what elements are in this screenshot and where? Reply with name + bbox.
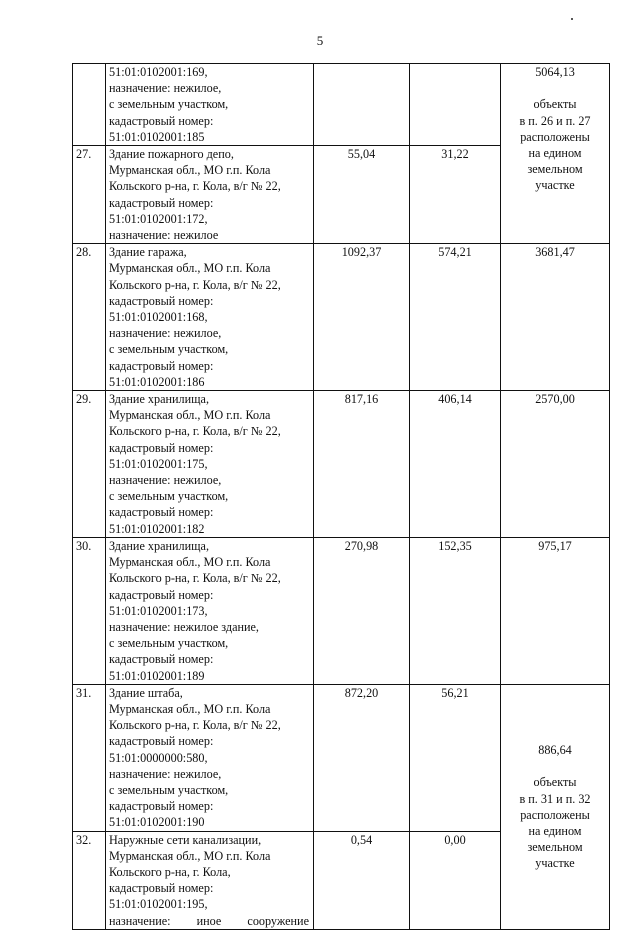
building-area: 55,04: [314, 146, 410, 244]
row-number: 28.: [73, 244, 106, 391]
land-area-merged: 886,64 объекты в п. 31 и п. 32 расположены на едином земельном участке: [501, 684, 610, 929]
row-number: 29.: [73, 391, 106, 538]
object-description: Здание хранилища, Мурманская обл., МО г.п. Кола Кольского р-на, г. Кола, в/г № 22, кадастровый номер: 51:01:0102001:173, назначение: нежилое здание, с земельным участком, кадастровый номер: 51:01:0102001:189: [106, 537, 314, 684]
other-area: 31,22: [410, 146, 501, 244]
property-table: [72, 63, 610, 930]
other-area: 0,00: [410, 831, 501, 929]
table-row: [73, 391, 610, 538]
object-description: Здание штаба, Мурманская обл., МО г.п. Кола Кольского р-на, г. Кола, в/г № 22, кадастровый номер: 51:01:0000000:580, назначение: нежилое, с земельным участком, кадастровый номер: 51:01:0102001:190: [106, 684, 314, 831]
scan-dot: [571, 18, 573, 20]
building-area: 1092,37: [314, 244, 410, 391]
building-area: [314, 64, 410, 146]
table-row: [73, 244, 610, 391]
object-description: Наружные сети канализации, Мурманская обл., МО г.п. Кола Кольского р-на, г. Кола, кадастровый номер: 51:01:0102001:195, назначение: иное сооружение: [106, 831, 314, 929]
object-description: 51:01:0102001:169, назначение: нежилое, с земельным участком, кадастровый номер: 51:01:0102001:185: [106, 64, 314, 146]
other-area: 56,21: [410, 684, 501, 831]
row-number: 27.: [73, 146, 106, 244]
table-row: [73, 684, 610, 831]
land-area-merged: 5064,13 объекты в п. 26 и п. 27 расположены на едином земельном участке: [501, 64, 610, 244]
land-area: 3681,47: [501, 244, 610, 391]
object-description: Здание гаража, Мурманская обл., МО г.п. Кола Кольского р-на, г. Кола, в/г № 22, кадастровый номер: 51:01:0102001:168, назначение: нежилое, с земельным участком, кадастровый номер: 51:01:0102001:186: [106, 244, 314, 391]
table-row: [73, 64, 610, 146]
table-row: [73, 537, 610, 684]
other-area: 406,14: [410, 391, 501, 538]
other-area: [410, 64, 501, 146]
building-area: 817,16: [314, 391, 410, 538]
other-area: 574,21: [410, 244, 501, 391]
row-number: 31.: [73, 684, 106, 831]
row-number: [73, 64, 106, 146]
page-number: 5: [316, 33, 324, 48]
other-area: 152,35: [410, 537, 501, 684]
object-description: Здание пожарного депо, Мурманская обл., МО г.п. Кола Кольского р-на, г. Кола, в/г № 22, кадастровый номер: 51:01:0102001:172, назначение: нежилое: [106, 146, 314, 244]
land-area: 2570,00: [501, 391, 610, 538]
building-area: 872,20: [314, 684, 410, 831]
row-number: 32.: [73, 831, 106, 929]
object-description: Здание хранилища, Мурманская обл., МО г.п. Кола Кольского р-на, г. Кола, в/г № 22, кадастровый номер: 51:01:0102001:175, назначение: нежилое, с земельным участком, кадастровый номер: 51:01:0102001:182: [106, 391, 314, 538]
building-area: 0,54: [314, 831, 410, 929]
row-number: 30.: [73, 537, 106, 684]
building-area: 270,98: [314, 537, 410, 684]
land-area: 975,17: [501, 537, 610, 684]
